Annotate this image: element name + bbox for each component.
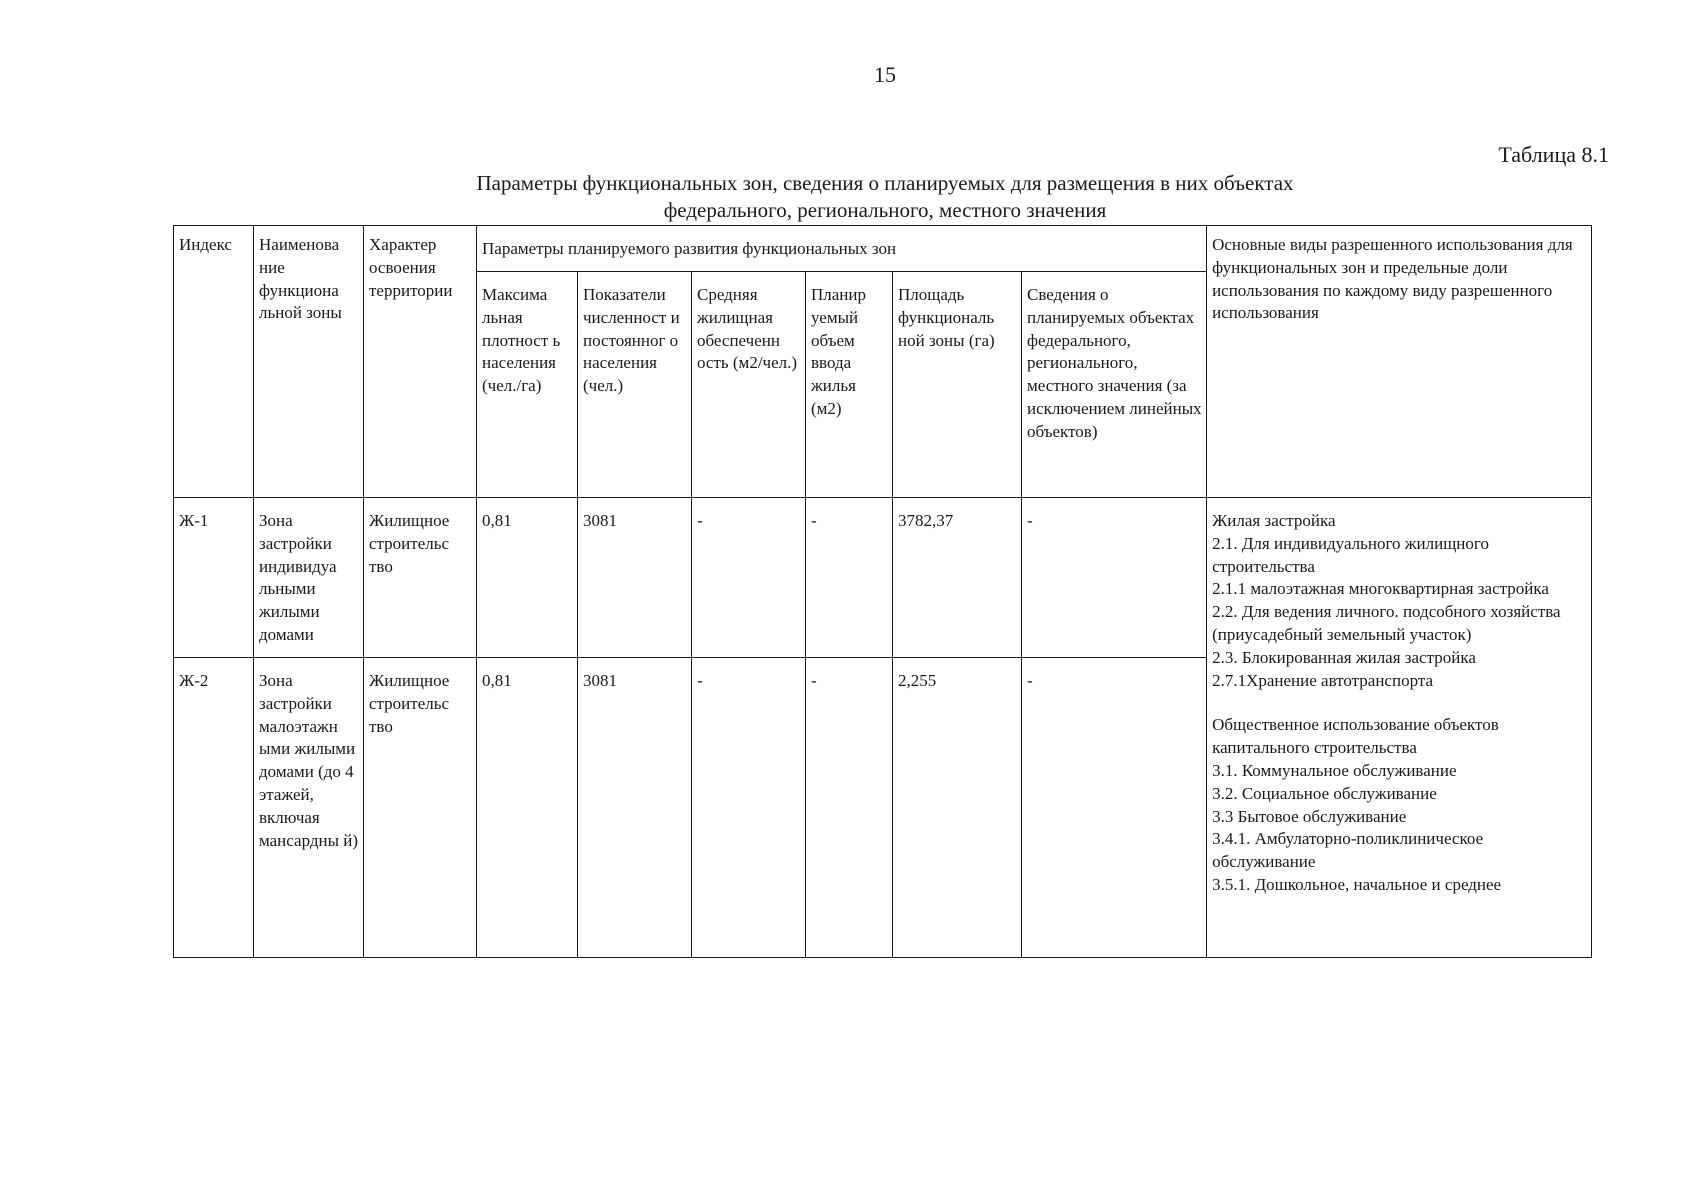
table-title	[300, 170, 1470, 224]
table-row	[174, 498, 1592, 658]
table-label: Таблица 8.1	[1498, 142, 1609, 167]
row-2-area: 2,255	[893, 658, 1022, 958]
row-2-index: Ж-2	[174, 658, 254, 958]
header-volume: Планир уемый объем ввода жилья (м2)	[806, 272, 893, 498]
row-1-max-density: 0,81	[477, 498, 578, 658]
header-index: Индекс	[174, 226, 254, 498]
header-zone-name: Наименова ние функциона льной зоны	[254, 226, 364, 498]
permitted-uses-public: Общественное использование объектов капитального строительства 3.1. Коммунальное обслуживание 3.2. Социальное обслуживание 3.3 Бытовое обслуживание 3.4.1. Амбулаторно-поликлиническое обслуживание 3.5.1. Дошкольное, начальное и среднее	[1212, 715, 1502, 894]
table-title-line-2: федерального, регионального, местного значения	[663, 198, 1107, 222]
header-params-group: Параметры планируемого развития функциональных зон	[477, 226, 1207, 272]
row-1-objects: -	[1022, 498, 1207, 658]
row-2-objects: -	[1022, 658, 1207, 958]
header-housing: Средняя жилищная обеспеченн ость (м2/чел.)	[692, 272, 806, 498]
header-max-density: Максима льная плотност ь населения (чел./га)	[477, 272, 578, 498]
row-1-volume: -	[806, 498, 893, 658]
header-objects: Сведения о планируемых объектах федерального, регионального, местного значения (за исключением линейных объектов)	[1022, 272, 1207, 498]
row-2-development: Жилищное строительс тво	[364, 658, 477, 958]
zone-parameters-table	[173, 225, 1592, 958]
row-2-max-density: 0,81	[477, 658, 578, 958]
permitted-uses-residential: Жилая застройка 2.1. Для индивидуального жилищного строительства 2.1.1 малоэтажная многоквартирная застройка 2.2. Для ведения личного. подсобного хозяйства (приусадебный земельный участок) 2.3. Блокированная жилая застройка 2.7.1Хранение автотранспорта	[1212, 511, 1561, 690]
header-area: Площадь функциональ ной зоны (га)	[893, 272, 1022, 498]
header-uses: Основные виды разрешенного использования для функциональных зон и предельные доли использования по каждому виду разрешенного использования	[1207, 226, 1592, 498]
row-2-population: 3081	[578, 658, 692, 958]
row-2-volume: -	[806, 658, 893, 958]
row-1-zone-name: Зона застройки индивидуа льными жилыми домами	[254, 498, 364, 658]
row-2-zone-name: Зона застройки малоэтажн ыми жилыми домами (до 4 этажей, включая мансардны й)	[254, 658, 364, 958]
row-1-index: Ж-1	[174, 498, 254, 658]
row-1-area: 3782,37	[893, 498, 1022, 658]
row-2-housing: -	[692, 658, 806, 958]
header-development: Характер освоения территории	[364, 226, 477, 498]
row-1-population: 3081	[578, 498, 692, 658]
permitted-uses-cell	[1207, 498, 1592, 958]
row-1-development: Жилищное строительс тво	[364, 498, 477, 658]
table-title-line-1: Параметры функциональных зон, сведения о планируемых для размещения в них объектах	[476, 171, 1294, 195]
page-number: 15	[874, 62, 896, 87]
row-1-housing: -	[692, 498, 806, 658]
header-population: Показатели численност и постоянног о населения (чел.)	[578, 272, 692, 498]
